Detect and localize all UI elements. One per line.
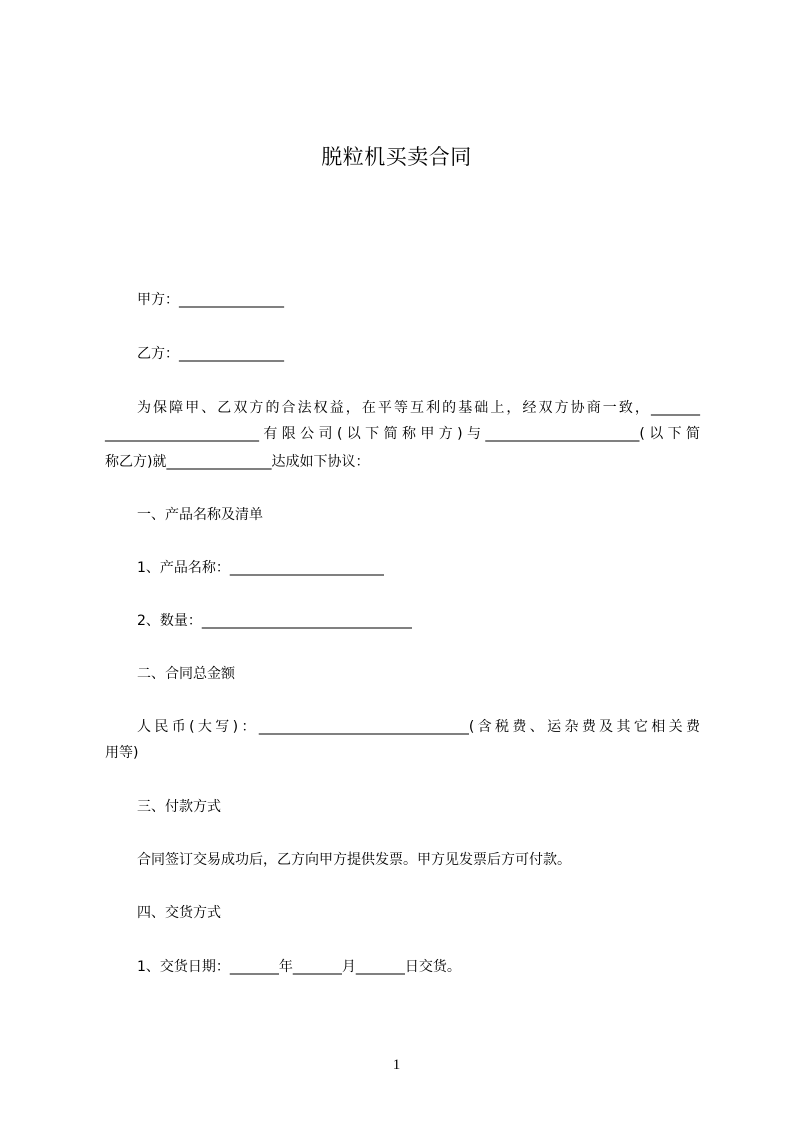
intro-line-1: 为保障甲、乙双方的合法权益，在平等互利的基础上，经双方协商一致，_______ <box>137 400 700 416</box>
payment-text: 合同签订交易成功后，乙方向甲方提供发票。甲方见发票后方可付款。 <box>137 852 571 868</box>
party-b-line: 乙方：_______________ <box>137 346 284 362</box>
party-a-line: 甲方：_______________ <box>137 292 284 308</box>
product-name-line: 1、产品名称：______________________ <box>137 560 384 576</box>
page-number: 1 <box>392 1057 401 1073</box>
delivery-date-line: 1、交货日期：_______年_______月_______日交货。 <box>137 959 461 975</box>
amount-line-2: 用等) <box>105 745 139 761</box>
section-2-heading: 二、合同总金额 <box>137 666 235 682</box>
amount-line-1: 人民币(大写)：______________________________(含税费、运杂费及其它相关费 <box>137 719 700 735</box>
document-title: 脱粒机买卖合同 <box>321 145 472 169</box>
section-4-heading: 四、交货方式 <box>137 905 221 921</box>
intro-line-3: 称乙方)就_______________达成如下协议： <box>105 454 370 470</box>
section-1-heading: 一、产品名称及清单 <box>137 507 263 523</box>
quantity-line: 2、数量：______________________________ <box>137 613 412 629</box>
intro-line-2: ______________________有限公司(以下简称甲方)与______________________(以下简 <box>105 426 700 442</box>
section-3-heading: 三、付款方式 <box>137 799 221 815</box>
